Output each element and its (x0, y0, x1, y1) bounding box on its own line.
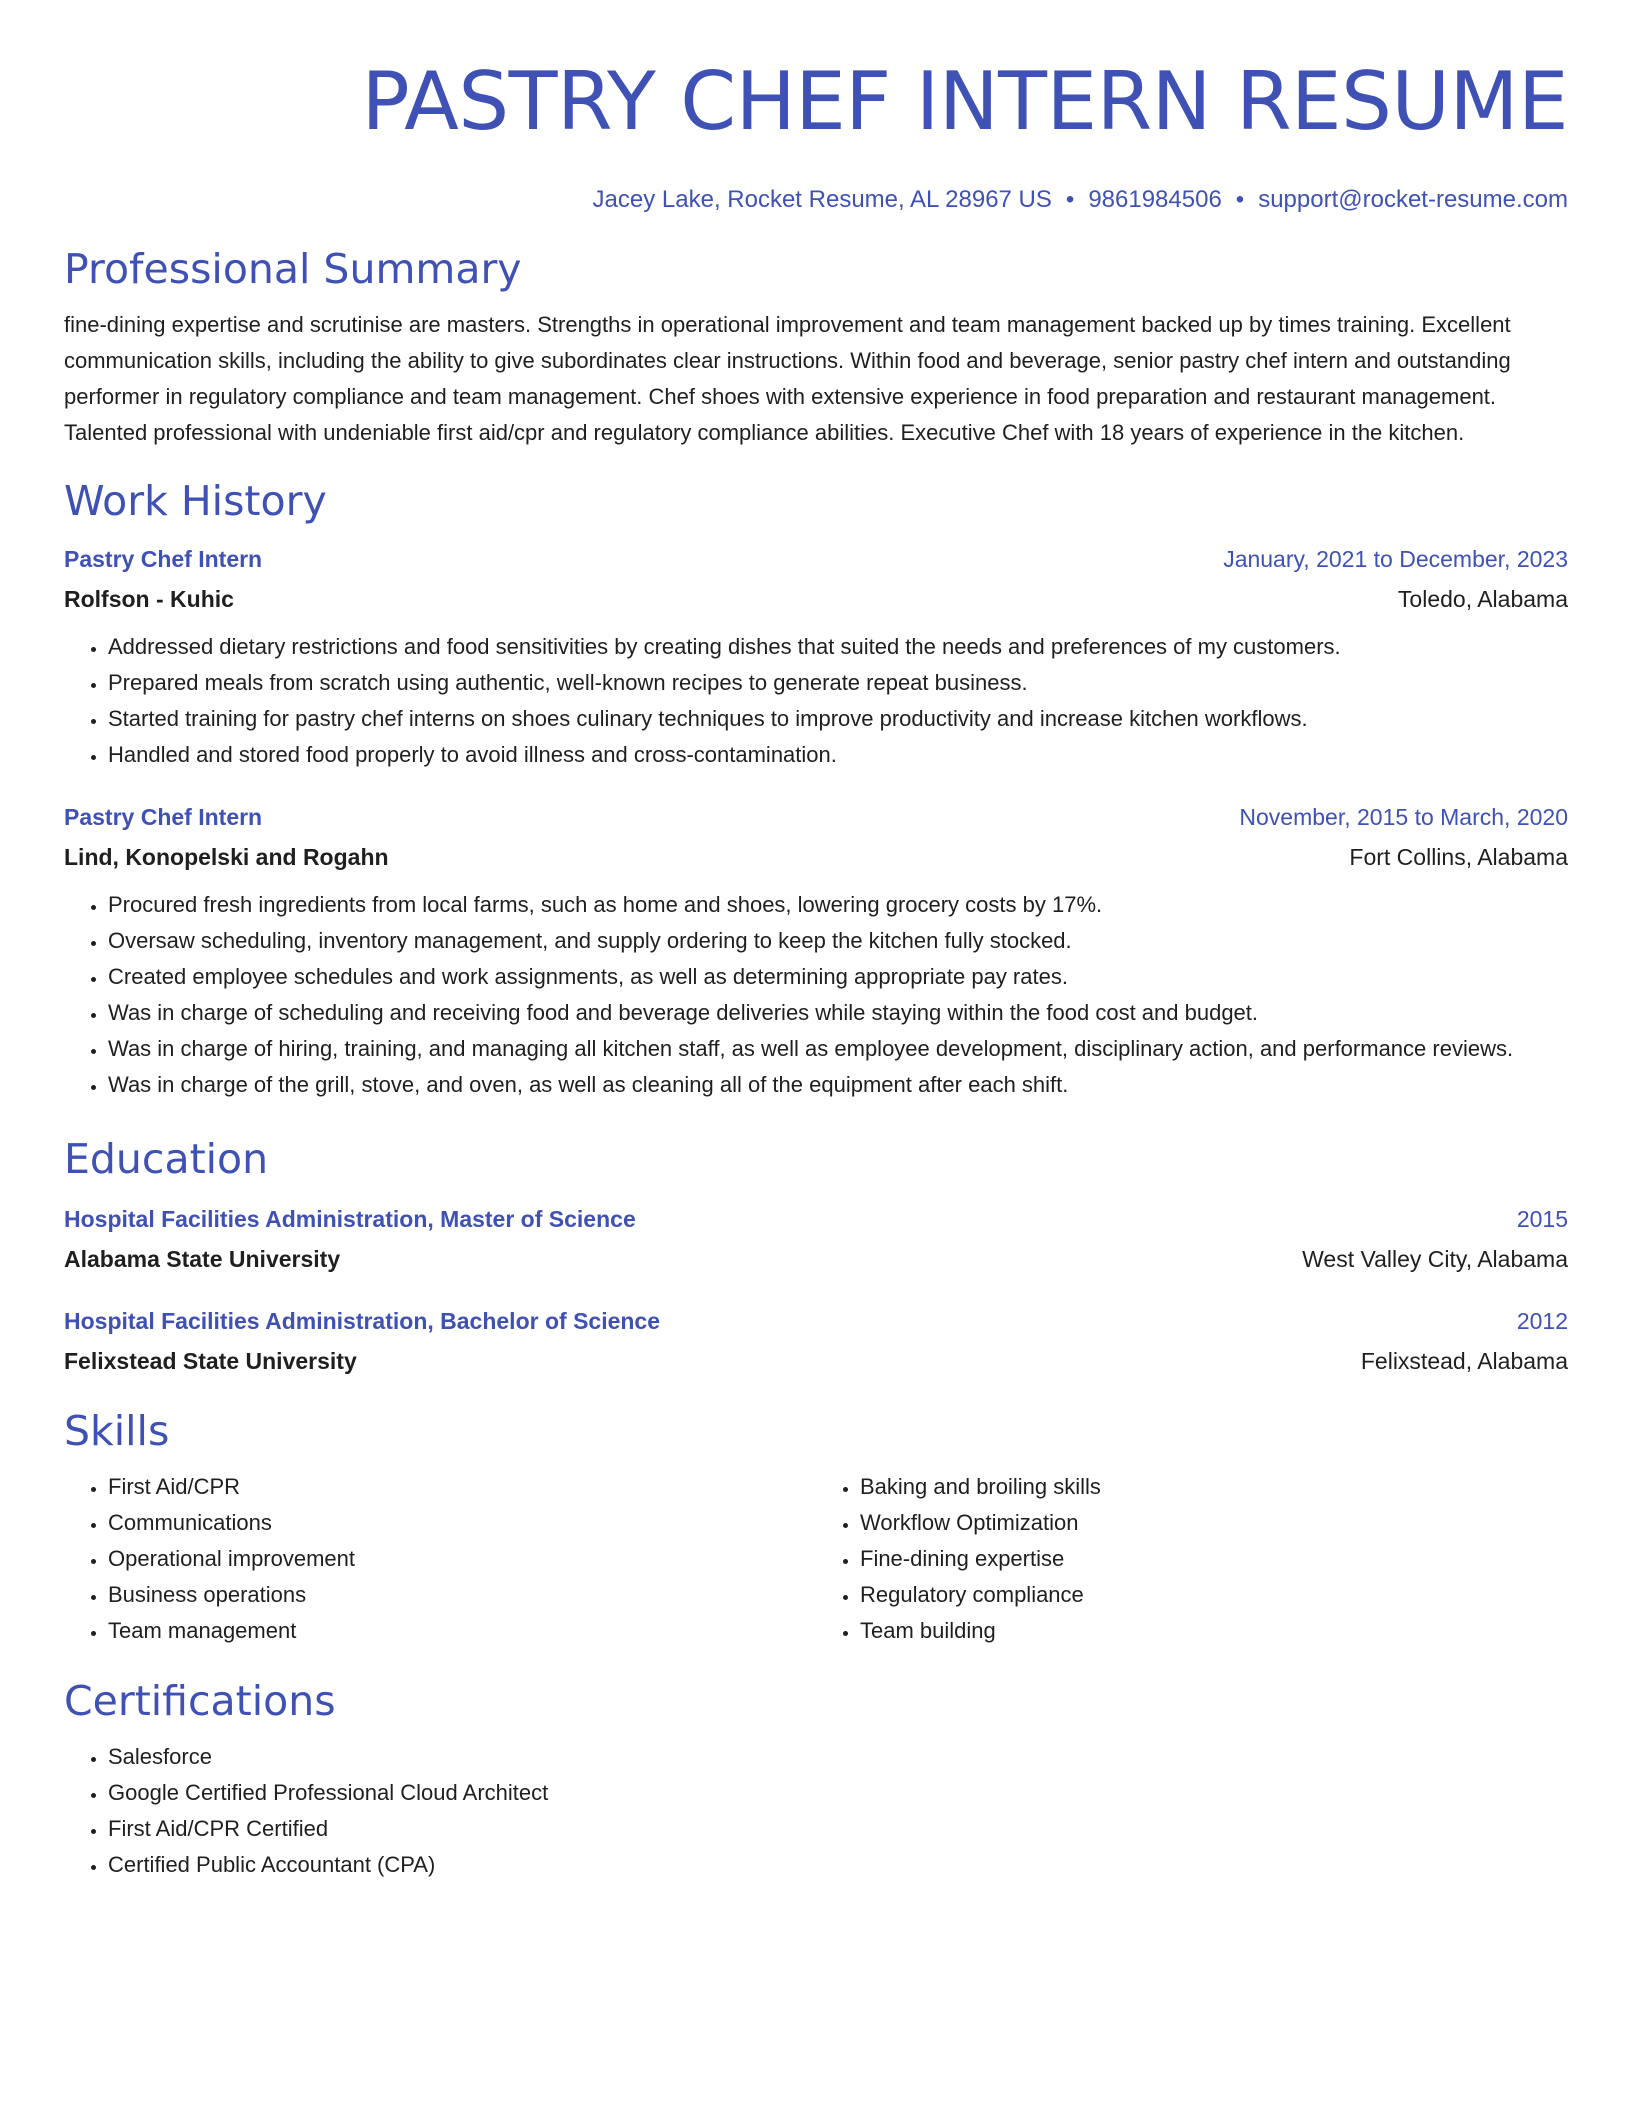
contact-address: Jacey Lake, Rocket Resume, AL 28967 US (592, 186, 1052, 213)
skill-item: • Team management (108, 1613, 816, 1649)
education-degree: Hospital Facilities Administration, Master of Science (64, 1206, 636, 1232)
certification-item: • Salesforce (108, 1739, 1568, 1775)
skill-item: • Business operations (108, 1577, 816, 1613)
resume-title: PASTRY CHEF INTERN RESUME (361, 55, 1568, 148)
job-location: Fort Collins, Alabama (1349, 844, 1568, 870)
job-company: Lind, Konopelski and Rogahn (64, 844, 389, 870)
job-role: Pastry Chef Intern (64, 546, 263, 572)
work-history-heading: Work History (64, 477, 327, 525)
certifications-list (64, 1739, 1568, 1883)
education-school: Alabama State University (64, 1246, 341, 1272)
education-school-row (64, 1339, 1568, 1379)
education-year: 2015 (1516, 1206, 1568, 1232)
contact-email: support@rocket-resume.com (1258, 186, 1568, 213)
summary-heading: Professional Summary (64, 245, 522, 293)
skill-item: • Fine-dining expertise (860, 1541, 1568, 1577)
job-company-row (64, 577, 1568, 617)
skill-item: • Regulatory compliance (860, 1577, 1568, 1613)
education-degree-row (64, 1303, 1568, 1339)
job-bullets (64, 629, 1568, 773)
contact-separator: • (1065, 186, 1075, 213)
education-entry (64, 1201, 1568, 1277)
education-location: West Valley City, Alabama (1302, 1246, 1568, 1272)
job-bullet: • Started training for pastry chef interns on shoes culinary techniques to improve productivity and increase kitchen workflows. (108, 701, 1568, 737)
job-bullet: • Procured fresh ingredients from local farms, such as home and shoes, lowering grocery costs by 17%. (108, 887, 1568, 923)
skills-list-left (64, 1469, 816, 1649)
job-bullet: • Oversaw scheduling, inventory management, and supply ordering to keep the kitchen fully stocked. (108, 923, 1568, 959)
job-bullet: • Addressed dietary restrictions and food sensitivities by creating dishes that suited the needs and preferences of my customers. (108, 629, 1568, 665)
education-school-row (64, 1237, 1568, 1277)
job-bullet: • Was in charge of hiring, training, and managing all kitchen staff, as well as employee development, disciplinary action, and performance reviews. (108, 1031, 1568, 1067)
skills-columns (64, 1469, 1568, 1649)
job-bullet: • Was in charge of scheduling and receiving food and beverage deliveries while staying within the food cost and budget. (108, 995, 1568, 1031)
job-company: Rolfson - Kuhic (64, 586, 234, 612)
skills-heading: Skills (64, 1407, 170, 1455)
skill-item: • First Aid/CPR (108, 1469, 816, 1505)
skill-item: • Team building (860, 1613, 1568, 1649)
job-bullet: • Prepared meals from scratch using authentic, well-known recipes to generate repeat business. (108, 665, 1568, 701)
job-dates: November, 2015 to March, 2020 (1239, 804, 1568, 830)
job-bullet: • Handled and stored food properly to avoid illness and cross-contamination. (108, 737, 1568, 773)
contact-separator: • (1235, 186, 1245, 213)
job-dates: January, 2021 to December, 2023 (1223, 546, 1568, 572)
certification-item: • Google Certified Professional Cloud Architect (108, 1775, 1568, 1811)
skill-item: • Communications (108, 1505, 816, 1541)
skill-item: • Baking and broiling skills (860, 1469, 1568, 1505)
skill-item: • Operational improvement (108, 1541, 816, 1577)
job-bullet: • Created employee schedules and work assignments, as well as determining appropriate pay rates. (108, 959, 1568, 995)
job-role: Pastry Chef Intern (64, 804, 263, 830)
job-header-row (64, 541, 1568, 577)
education-degree-row (64, 1201, 1568, 1237)
contact-line (64, 185, 1568, 215)
job-entry (64, 541, 1568, 773)
contact-phone: 9861984506 (1088, 186, 1222, 213)
skill-item: • Workflow Optimization (860, 1505, 1568, 1541)
skills-list-right (816, 1469, 1568, 1649)
job-location: Toledo, Alabama (1397, 586, 1568, 612)
summary-text: fine-dining expertise and scrutinise are masters. Strengths in operational improvement and team management backed up by times training. Excellent communication skills, including the ability to give subordinates clear instructions. Within food and beverage, senior pastry chef intern and outstanding performer in regulatory compliance and team management. Chef shoes with extensive experience in food preparation and restaurant management. Talented professional with undeniable first aid/cpr and regulatory compliance abilities. Executive Chef with 18 years of experience in the kitchen. (64, 312, 1511, 445)
job-entry (64, 799, 1568, 1103)
education-degree: Hospital Facilities Administration, Bachelor of Science (64, 1308, 661, 1334)
certification-item: • First Aid/CPR Certified (108, 1811, 1568, 1847)
job-header-row (64, 799, 1568, 835)
job-company-row (64, 835, 1568, 875)
education-year: 2012 (1516, 1308, 1568, 1334)
job-bullet: • Was in charge of the grill, stove, and oven, as well as cleaning all of the equipment after each shift. (108, 1067, 1568, 1103)
certification-item: • Certified Public Accountant (CPA) (108, 1847, 1568, 1883)
education-heading: Education (64, 1135, 269, 1183)
resume-header (64, 0, 1568, 215)
education-entry (64, 1303, 1568, 1379)
education-location: Felixstead, Alabama (1360, 1348, 1568, 1374)
job-bullets (64, 887, 1568, 1103)
certifications-heading: Certifications (64, 1677, 336, 1725)
education-school: Felixstead State University (64, 1348, 357, 1374)
